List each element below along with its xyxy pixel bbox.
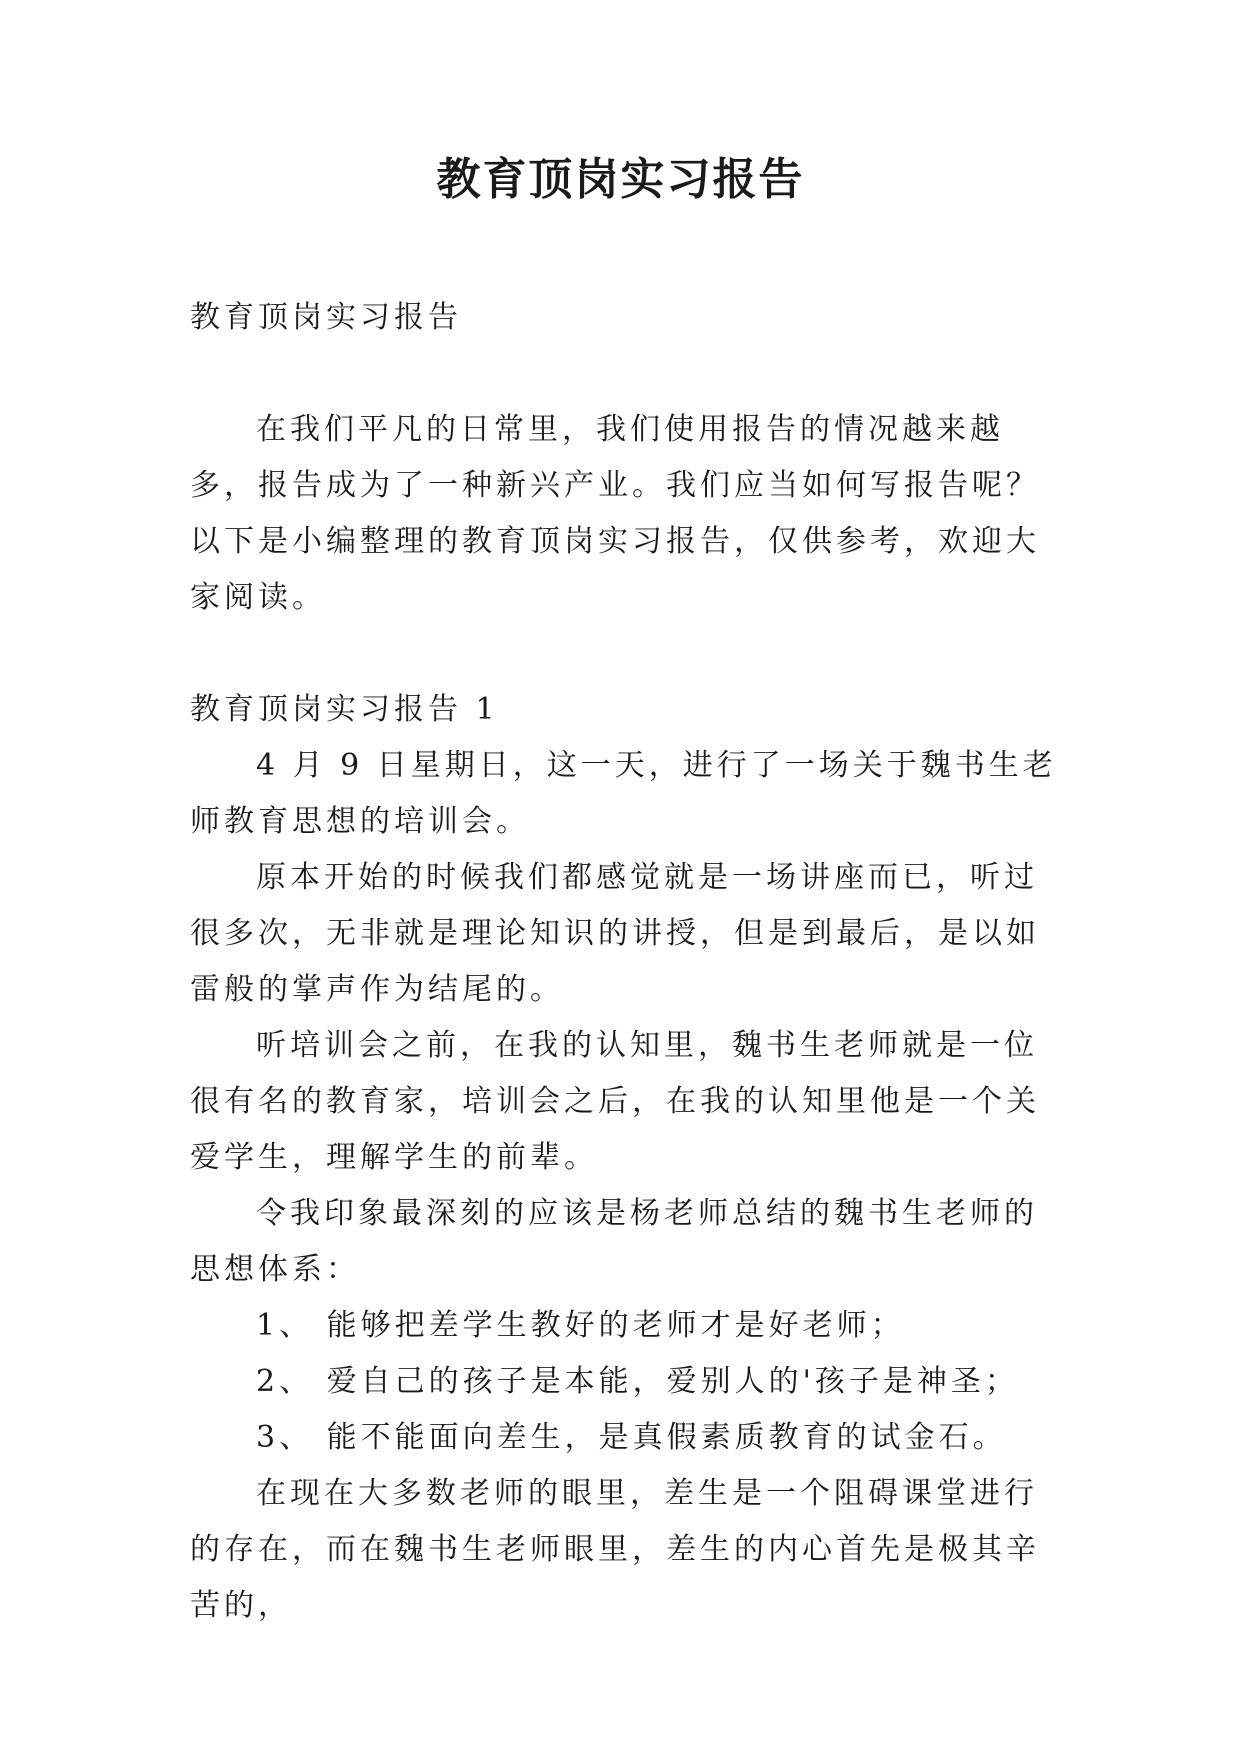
document-subtitle: 教育顶岗实习报告: [190, 300, 462, 335]
body-paragraph: 令我印象最深刻的应该是杨老师总结的魏书生老师的思想体系：: [190, 1196, 1038, 1287]
section-heading: 教育顶岗实习报告 1: [190, 692, 499, 727]
list-item: 3、 能不能面向差生，是真假素质教育的试金石。: [256, 1420, 1007, 1455]
body-paragraph: 原本开始的时候我们都感觉就是一场讲座而已，听过很多次，无非就是理论知识的讲授，但是到最后，是以如雷般的掌声作为结尾的。: [190, 860, 1040, 1007]
list-item: 2、 爱自己的孩子是本能，爱别人的'孩子是神圣；: [256, 1364, 1019, 1399]
document-title: 教育顶岗实习报告: [436, 154, 805, 205]
body-paragraph: 4 月 9 日星期日，这一天，进行了一场关于魏书生老师教育思想的培训会。: [190, 748, 1057, 839]
document-body: [190, 290, 1070, 1634]
list-item: 1、 能够把差学生教好的老师才是好老师；: [256, 1308, 905, 1343]
closing-paragraph: 在现在大多数老师的眼里，差生是一个阻碍课堂进行的存在，而在魏书生老师眼里，差生的内心首先是极其辛苦的，: [190, 1476, 1040, 1623]
intro-paragraph: 在我们平凡的日常里，我们使用报告的情况越来越多，报告成为了一种新兴产业。我们应当如何写报告呢？以下是小编整理的教育顶岗实习报告，仅供参考，欢迎大家阅读。: [190, 412, 1040, 615]
body-paragraph: 听培训会之前，在我的认知里，魏书生老师就是一位很有名的教育家，培训会之后，在我的认知里他是一个关爱学生，理解学生的前辈。: [190, 1028, 1040, 1175]
spacer: [190, 626, 1070, 682]
spacer: [190, 346, 1070, 402]
